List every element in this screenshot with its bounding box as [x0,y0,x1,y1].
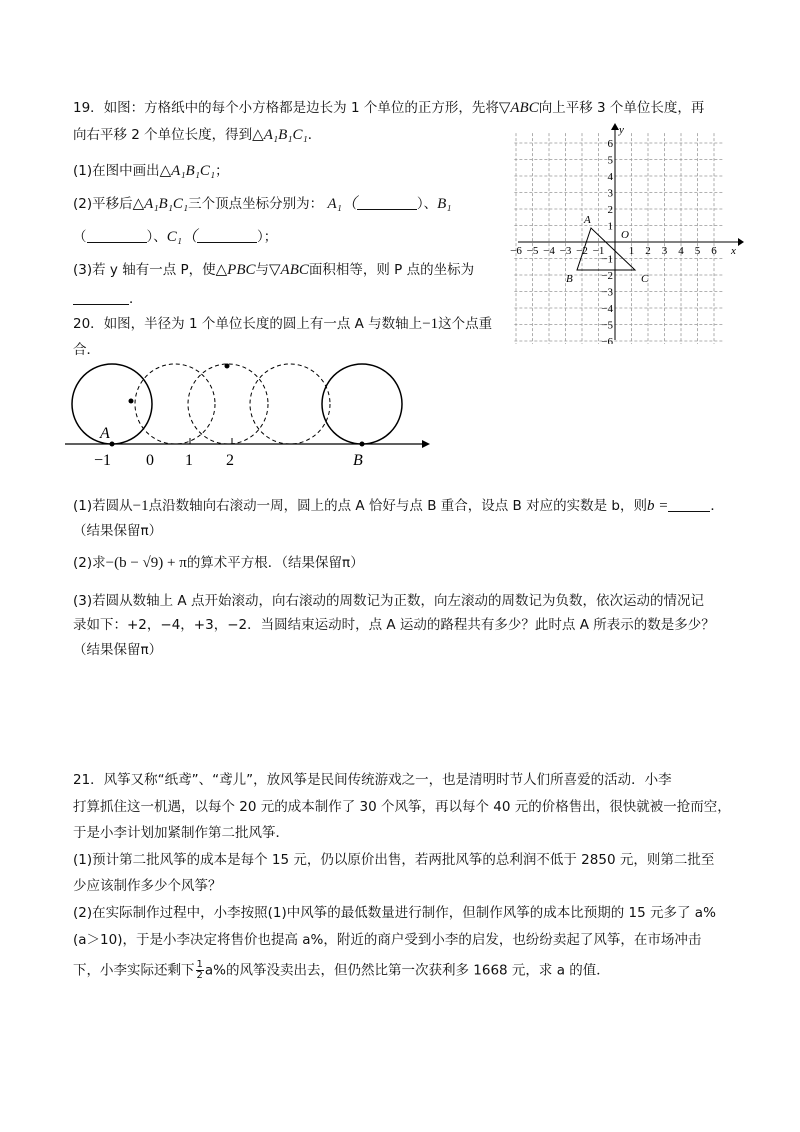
y-axis-arrow [611,123,619,130]
y-tick-label: 1 [607,220,613,233]
x-tick-labels [510,245,717,257]
point-c-label: C [641,273,649,285]
q20-part1-note: （结果保留π） [73,523,163,539]
y-tick-label: −1 [601,253,613,266]
q20-part3-line2: 录如下：+2，−4，+3，−2．当圆结束运动时，点 A 运动的路程共有多少？此时点 A 所表示的数是多少？ [73,617,715,633]
y-tick-label: −4 [601,303,613,315]
x-tick-label: 5 [694,245,701,257]
y-tick-label: 2 [607,204,613,216]
point-a-moving-1 [129,399,134,404]
fraction-one-half: $\frac{1}{2}$ [196,959,203,981]
q21-part2-line2: (a＞10)，于是小李决定将售价也提高 a%，附近的商户受到小李的启发，也纷纷卖起了风筝，在市场冲击 [73,932,702,948]
y-tick-label: −2 [601,270,613,282]
q19-line1: 19．如图：方格纸中的每个小方格都是边长为 1 个单位的正方形，先将▽ABC向上平移 3 个单位长度，再 [73,100,705,116]
coordinate-grid [510,122,745,344]
y-tick-label: 4 [607,171,613,183]
rolling-circle-2 [188,364,268,444]
q21-part1-line2: 少应该制作多少个风筝？ [73,878,222,894]
q20-part3-line1: (3)若圆从数轴上 A 点开始滚动，向右滚动的周数记为正数，向左滚动的周数记为负数，依次运动的情况记 [73,593,704,609]
answer-blank-b [668,497,710,512]
y-tick-labels [601,138,613,344]
q20-line1: 20．如图，半径为 1 个单位长度的圆上有一点 A 与数轴上−1这个点重 [73,316,493,332]
y-tick-label: 5 [607,154,613,167]
q21-part2-line1: (2)在实际制作过程中，小李按照(1)中风筝的最低数量进行制作，但制作风筝的成本比预期的 15 元多了 a% [73,905,716,921]
rolling-circle-figure [60,358,440,470]
q20-part1: (1)若圆从−1点沿数轴向右滚动一周，圆上的点 A 恰好与点 B 重合，设点 B 对应的实数是 b，则b = ． [73,498,724,514]
q19-part2: (2)平移后△A₁B₁C₁三个顶点坐标分别为： A₁（ ）、B₁ [73,196,452,212]
number-line-arrow [422,440,430,448]
grid-lines [514,133,724,344]
q19-part1: (1)在图中画出△A₁B₁C₁； [73,163,229,179]
fig-label-b: B [353,452,363,469]
fig-tick-neg1: −1 [94,452,112,469]
start-circle [72,364,152,444]
q19-part3-answer: ． [73,289,143,309]
y-tick-label: 3 [607,187,613,200]
answer-blank-c1 [197,228,257,243]
x-tick-label: 4 [678,245,684,257]
point-b [360,442,365,447]
q19-part3: (3)若 y 轴有一点 P，使△PBC与▽ABC面积相等，则 P 点的坐标为 [73,262,475,278]
y-tick-label: −5 [601,319,613,332]
q20-line2: 合． [73,342,100,358]
fig-tick-0: 0 [146,452,154,469]
fig-tick-1: 1 [185,452,193,469]
point-b-label: B [566,273,573,285]
q19-part2-cont: （ ）、C₁（ ）； [73,229,278,245]
x-tick-label: −1 [592,245,605,257]
rolling-circle-3 [250,364,330,444]
point-a-start [110,442,115,447]
x-tick-label: 6 [711,245,717,257]
q21-part2-line3: 下，小李实际还剩下 $\frac{1}{2}$ a%的风筝没卖出去，但仍然比第一次获利多 1668 元，求 a 的值． [73,959,610,981]
x-tick-label: −5 [526,245,539,257]
y-axis-label: y [619,124,624,136]
x-tick-label: 1 [628,245,635,257]
end-circle [322,364,402,444]
x-tick-label: −3 [559,245,572,257]
origin-label: O [621,229,629,241]
fig-label-a: A [100,425,110,442]
answer-blank-b1 [87,228,147,243]
x-axis-arrow [738,238,744,246]
q20-part2: (2)求−(b − √9) + π的算术平方根．（结果保留π） [73,555,364,571]
fig-tick-2: 2 [226,452,234,469]
y-tick-label: 6 [607,138,613,150]
rolling-circle-1 [135,364,215,444]
x-tick-label: −2 [576,245,588,257]
q21-part1-line1: (1)预计第二批风筝的成本是每个 15 元，仍以原价出售，若两批风筝的总利润不低于 2850 元，则第二批至 [73,852,715,868]
x-tick-label: 3 [661,245,668,257]
x-tick-label: −6 [510,245,522,257]
x-tick-label: −4 [543,245,555,257]
q20-part3-line3: （结果保留π） [73,642,163,658]
answer-blank-p [73,290,129,305]
x-tick-label: 2 [645,245,651,257]
x-axis-label: x [731,245,736,257]
q21-line2: 打算抓住这一机遇，以每个 20 元的成本制作了 30 个风筝，再以每个 40 元的价格售出，很快就被一抢而空， [73,799,731,815]
y-tick-label: −3 [601,286,613,299]
q21-line3: 于是小李计划加紧制作第二批风筝． [73,825,289,841]
y-tick-label: −6 [601,336,613,344]
answer-blank-a1 [357,195,417,210]
point-a-label: A [584,214,591,226]
point-a-moving-2 [225,364,230,369]
q19-line2: 向右平移 2 个单位长度，得到△A₁B₁C₁． [73,127,322,143]
q21-line1: 21．风筝又称“纸鸢”、“鸢儿”，放风筝是民间传统游戏之一，也是清明时节人们所喜爱的活动．小李 [73,772,672,788]
